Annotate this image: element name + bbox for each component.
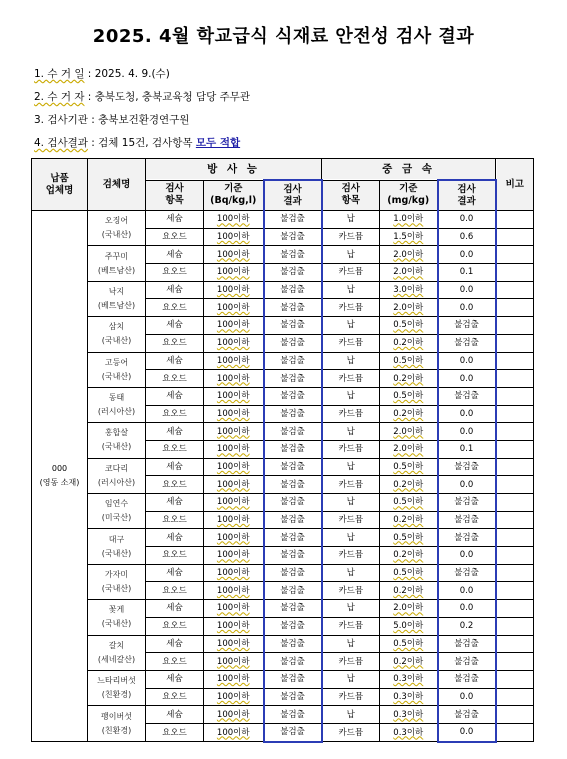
radio-result-cell: 불검출 <box>264 299 322 317</box>
metal-result-cell: 0.0 <box>438 405 496 423</box>
sample-name: 임연수 (미국산) <box>88 494 146 529</box>
metal-item-cell: 납 <box>322 246 380 264</box>
note-cell <box>496 635 534 653</box>
sample-name: 꽃게 (국내산) <box>88 600 146 635</box>
radio-result-cell: 불검출 <box>264 317 322 335</box>
radio-result-cell: 불검출 <box>264 423 322 441</box>
radio-item-cell: 세슘 <box>146 211 204 229</box>
table-row <box>32 211 534 229</box>
radio-item-cell: 요오드 <box>146 688 204 706</box>
radio-result-cell: 불검출 <box>264 246 322 264</box>
metal-criteria-cell: 0.5이하 <box>380 352 438 370</box>
info-label: 2. 수 거 자 <box>34 91 85 103</box>
metal-item-cell: 납 <box>322 211 380 229</box>
info-value: 2025. 4. 9.(수) <box>94 68 170 80</box>
header-sample: 검체명 <box>88 159 146 211</box>
info-label: 3. 검사기관 <box>34 114 88 126</box>
metal-result-cell: 0.0 <box>438 211 496 229</box>
note-cell <box>496 653 534 671</box>
radio-result-cell: 불검출 <box>264 547 322 565</box>
radio-item-cell: 세슘 <box>146 564 204 582</box>
metal-result-cell: 0.0 <box>438 600 496 618</box>
metal-result-cell: 0.2 <box>438 617 496 635</box>
info-line-result: 4. 검사결과 : 검체 15건, 검사항목 모두 적합 <box>34 137 241 149</box>
metal-item-cell: 납 <box>322 387 380 405</box>
radio-criteria-cell: 100이하 <box>204 352 264 370</box>
note-cell <box>496 723 534 741</box>
sample-name: 주꾸미 (베트남산) <box>88 246 146 281</box>
radio-item-cell: 요오드 <box>146 547 204 565</box>
metal-result-cell: 0.0 <box>438 723 496 741</box>
metal-criteria-cell: 0.3이하 <box>380 688 438 706</box>
metal-item-cell: 납 <box>322 317 380 335</box>
note-cell <box>496 246 534 264</box>
metal-criteria-cell: 0.2이하 <box>380 405 438 423</box>
metal-result-cell: 불검출 <box>438 635 496 653</box>
info-value: 충북보건환경연구원 <box>98 114 190 126</box>
table-row <box>32 352 534 370</box>
radio-criteria-cell: 100이하 <box>204 317 264 335</box>
radio-result-cell: 불검출 <box>264 228 322 246</box>
metal-item-cell: 카드뮴 <box>322 582 380 600</box>
metal-result-cell: 0.0 <box>438 299 496 317</box>
header-radio-item: 검사 항목 <box>146 180 204 211</box>
radio-item-cell: 세슘 <box>146 423 204 441</box>
header-heavy-metals: 중 금 속 <box>322 159 496 181</box>
radio-result-cell: 불검출 <box>264 458 322 476</box>
sample-name: 갈치 (세네갈산) <box>88 635 146 670</box>
note-cell <box>496 387 534 405</box>
info-line-lab: 3. 검사기관 : 충북보건환경연구원 <box>34 114 190 126</box>
radio-criteria-cell: 100이하 <box>204 688 264 706</box>
metal-criteria-cell: 2.0이하 <box>380 423 438 441</box>
metal-item-cell: 카드뮴 <box>322 370 380 388</box>
radio-item-cell: 요오드 <box>146 476 204 494</box>
radio-item-cell: 요오드 <box>146 440 204 458</box>
metal-criteria-cell: 0.2이하 <box>380 370 438 388</box>
info-line-date: 1. 수 거 일 : 2025. 4. 9.(수) <box>34 68 170 80</box>
metal-criteria-cell: 2.0이하 <box>380 246 438 264</box>
radio-criteria-cell: 100이하 <box>204 723 264 741</box>
radio-item-cell: 세슘 <box>146 246 204 264</box>
radio-item-cell: 세슘 <box>146 706 204 724</box>
table-row <box>32 246 534 264</box>
radio-result-cell: 불검출 <box>264 370 322 388</box>
metal-item-cell: 납 <box>322 494 380 512</box>
radio-item-cell: 요오드 <box>146 299 204 317</box>
metal-result-cell: 0.0 <box>438 476 496 494</box>
radio-result-cell: 불검출 <box>264 653 322 671</box>
metal-criteria-cell: 1.5이하 <box>380 228 438 246</box>
metal-result-cell: 불검출 <box>438 317 496 335</box>
metal-result-cell: 0.0 <box>438 281 496 299</box>
radio-result-cell: 불검출 <box>264 723 322 741</box>
radio-result-cell: 불검출 <box>264 511 322 529</box>
radio-result-cell: 불검출 <box>264 405 322 423</box>
metal-item-cell: 카드뮴 <box>322 688 380 706</box>
metal-criteria-cell: 0.5이하 <box>380 635 438 653</box>
info-value: 충북도청, 충북교육청 담당 주무관 <box>94 91 251 103</box>
metal-item-cell: 카드뮴 <box>322 547 380 565</box>
metal-item-cell: 카드뮴 <box>322 440 380 458</box>
info-label: 1. 수 거 일 <box>34 68 85 80</box>
metal-item-cell: 납 <box>322 564 380 582</box>
radio-criteria-cell: 100이하 <box>204 370 264 388</box>
radio-result-cell: 불검출 <box>264 494 322 512</box>
metal-item-cell: 납 <box>322 706 380 724</box>
metal-item-cell: 카드뮴 <box>322 723 380 741</box>
metal-criteria-cell: 0.3이하 <box>380 670 438 688</box>
metal-result-cell: 불검출 <box>438 706 496 724</box>
metal-criteria-cell: 0.5이하 <box>380 494 438 512</box>
table-row <box>32 564 534 582</box>
table-row <box>32 458 534 476</box>
radio-item-cell: 세슘 <box>146 281 204 299</box>
note-cell <box>496 706 534 724</box>
note-cell <box>496 600 534 618</box>
note-cell <box>496 334 534 352</box>
radio-criteria-cell: 100이하 <box>204 653 264 671</box>
metal-result-cell: 불검출 <box>438 387 496 405</box>
metal-result-cell: 불검출 <box>438 458 496 476</box>
metal-item-cell: 카드뮴 <box>322 264 380 282</box>
metal-criteria-cell: 0.2이하 <box>380 476 438 494</box>
sample-name: 팽이버섯 (친환경) <box>88 706 146 742</box>
radio-result-cell: 불검출 <box>264 529 322 547</box>
metal-criteria-cell: 5.0이하 <box>380 617 438 635</box>
radio-criteria-cell: 100이하 <box>204 299 264 317</box>
radio-result-cell: 불검출 <box>264 564 322 582</box>
metal-result-cell: 0.0 <box>438 423 496 441</box>
metal-criteria-cell: 0.2이하 <box>380 511 438 529</box>
radio-item-cell: 세슘 <box>146 600 204 618</box>
radio-criteria-cell: 100이하 <box>204 405 264 423</box>
note-cell <box>496 476 534 494</box>
table-row <box>32 706 534 724</box>
radio-criteria-cell: 100이하 <box>204 440 264 458</box>
radio-item-cell: 요오드 <box>146 511 204 529</box>
radio-item-cell: 요오드 <box>146 653 204 671</box>
note-cell <box>496 405 534 423</box>
radio-criteria-cell: 100이하 <box>204 458 264 476</box>
radio-result-cell: 불검출 <box>264 281 322 299</box>
metal-criteria-cell: 0.5이하 <box>380 317 438 335</box>
note-cell <box>496 529 534 547</box>
table-row <box>32 317 534 335</box>
note-cell <box>496 264 534 282</box>
header-metal-result: 검사 결과 <box>438 180 496 211</box>
header-note: 비고 <box>496 159 534 211</box>
radio-result-cell: 불검출 <box>264 617 322 635</box>
radio-criteria-cell: 100이하 <box>204 635 264 653</box>
sample-name: 코다리 (러시아산) <box>88 458 146 493</box>
metal-result-cell: 불검출 <box>438 670 496 688</box>
metal-criteria-cell: 3.0이하 <box>380 281 438 299</box>
metal-criteria-cell: 0.2이하 <box>380 582 438 600</box>
radio-result-cell: 불검출 <box>264 706 322 724</box>
note-cell <box>496 688 534 706</box>
radio-criteria-cell: 100이하 <box>204 281 264 299</box>
metal-item-cell: 카드뮴 <box>322 334 380 352</box>
metal-result-cell: 불검출 <box>438 529 496 547</box>
radio-item-cell: 세슘 <box>146 635 204 653</box>
radio-result-cell: 불검출 <box>264 334 322 352</box>
table-row <box>32 281 534 299</box>
sample-name: 대구 (국내산) <box>88 529 146 564</box>
table-row <box>32 635 534 653</box>
note-cell <box>496 511 534 529</box>
note-cell <box>496 423 534 441</box>
metal-item-cell: 카드뮴 <box>322 228 380 246</box>
radio-criteria-cell: 100이하 <box>204 600 264 618</box>
metal-criteria-cell: 0.2이하 <box>380 653 438 671</box>
sample-name: 홍합살 (국내산) <box>88 423 146 458</box>
radio-item-cell: 세슘 <box>146 317 204 335</box>
metal-result-cell: 불검출 <box>438 653 496 671</box>
radio-item-cell: 요오드 <box>146 264 204 282</box>
metal-item-cell: 납 <box>322 423 380 441</box>
radio-result-cell: 불검출 <box>264 476 322 494</box>
radio-criteria-cell: 100이하 <box>204 476 264 494</box>
radio-result-cell: 불검출 <box>264 211 322 229</box>
note-cell <box>496 617 534 635</box>
metal-item-cell: 카드뮴 <box>322 405 380 423</box>
note-cell <box>496 317 534 335</box>
metal-result-cell: 불검출 <box>438 334 496 352</box>
metal-item-cell: 카드뮴 <box>322 476 380 494</box>
radio-item-cell: 요오드 <box>146 370 204 388</box>
metal-result-cell: 0.1 <box>438 440 496 458</box>
metal-criteria-cell: 0.5이하 <box>380 458 438 476</box>
radio-result-cell: 불검출 <box>264 582 322 600</box>
radio-criteria-cell: 100이하 <box>204 494 264 512</box>
header-metal-item: 검사 항목 <box>322 180 380 211</box>
radio-criteria-cell: 100이하 <box>204 334 264 352</box>
sample-name: 낙지 (베트남산) <box>88 281 146 316</box>
sample-name: 가자미 (국내산) <box>88 564 146 599</box>
metal-criteria-cell: 0.2이하 <box>380 334 438 352</box>
radio-result-cell: 불검출 <box>264 600 322 618</box>
header-radioactivity: 방 사 능 <box>146 159 322 181</box>
metal-criteria-cell: 2.0이하 <box>380 440 438 458</box>
radio-criteria-cell: 100이하 <box>204 670 264 688</box>
metal-result-cell: 불검출 <box>438 511 496 529</box>
radio-result-cell: 불검출 <box>264 387 322 405</box>
radio-criteria-cell: 100이하 <box>204 246 264 264</box>
supplier-name: 000 (영동 소재) <box>32 211 88 742</box>
radio-item-cell: 세슘 <box>146 670 204 688</box>
radio-item-cell: 요오드 <box>146 334 204 352</box>
metal-item-cell: 납 <box>322 600 380 618</box>
radio-item-cell: 세슘 <box>146 494 204 512</box>
metal-criteria-cell: 1.0이하 <box>380 211 438 229</box>
table-row <box>32 423 534 441</box>
metal-result-cell: 0.6 <box>438 228 496 246</box>
radio-item-cell: 세슘 <box>146 352 204 370</box>
metal-item-cell: 카드뮴 <box>322 653 380 671</box>
metal-criteria-cell: 2.0이하 <box>380 264 438 282</box>
metal-result-cell: 0.0 <box>438 370 496 388</box>
radio-result-cell: 불검출 <box>264 670 322 688</box>
metal-criteria-cell: 0.5이하 <box>380 564 438 582</box>
radio-result-cell: 불검출 <box>264 635 322 653</box>
metal-result-cell: 불검출 <box>438 494 496 512</box>
note-cell <box>496 494 534 512</box>
radio-result-cell: 불검출 <box>264 440 322 458</box>
radio-criteria-cell: 100이하 <box>204 706 264 724</box>
metal-criteria-cell: 2.0이하 <box>380 600 438 618</box>
sample-name: 삼치 (국내산) <box>88 317 146 352</box>
radio-criteria-cell: 100이하 <box>204 564 264 582</box>
metal-criteria-cell: 0.2이하 <box>380 547 438 565</box>
info-value: 검체 15건, 검사항목 <box>98 137 196 149</box>
metal-result-cell: 0.0 <box>438 688 496 706</box>
radio-item-cell: 요오드 <box>146 228 204 246</box>
metal-item-cell: 카드뮴 <box>322 617 380 635</box>
radio-criteria-cell: 100이하 <box>204 617 264 635</box>
radio-criteria-cell: 100이하 <box>204 529 264 547</box>
note-cell <box>496 352 534 370</box>
radio-criteria-cell: 100이하 <box>204 582 264 600</box>
sample-name: 고등어 (국내산) <box>88 352 146 387</box>
metal-item-cell: 카드뮴 <box>322 299 380 317</box>
radio-item-cell: 요오드 <box>146 617 204 635</box>
radio-result-cell: 불검출 <box>264 264 322 282</box>
metal-result-cell: 0.1 <box>438 264 496 282</box>
info-label: 4. 검사결과 <box>34 137 88 149</box>
table-row <box>32 600 534 618</box>
sample-name: 오징어 (국내산) <box>88 211 146 246</box>
note-cell <box>496 281 534 299</box>
note-cell <box>496 211 534 229</box>
metal-result-cell: 0.0 <box>438 246 496 264</box>
metal-item-cell: 납 <box>322 670 380 688</box>
results-table <box>31 158 534 743</box>
metal-result-cell: 0.0 <box>438 352 496 370</box>
radio-criteria-cell: 100이하 <box>204 228 264 246</box>
metal-item-cell: 카드뮴 <box>322 511 380 529</box>
note-cell <box>496 299 534 317</box>
metal-criteria-cell: 0.5이하 <box>380 387 438 405</box>
metal-item-cell: 납 <box>322 458 380 476</box>
metal-result-cell: 0.0 <box>438 547 496 565</box>
radio-criteria-cell: 100이하 <box>204 423 264 441</box>
page-title: 2025. 4월 학교급식 식재료 안전성 검사 결과 <box>92 26 475 47</box>
note-cell <box>496 564 534 582</box>
header-radio-criteria: 기준 (Bq/kg,l) <box>204 180 264 211</box>
radio-result-cell: 불검출 <box>264 688 322 706</box>
metal-result-cell: 0.0 <box>438 582 496 600</box>
radio-criteria-cell: 100이하 <box>204 211 264 229</box>
radio-result-cell: 불검출 <box>264 352 322 370</box>
note-cell <box>496 228 534 246</box>
header-metal-criteria: 기준 (mg/kg) <box>380 180 438 211</box>
metal-item-cell: 납 <box>322 635 380 653</box>
note-cell <box>496 582 534 600</box>
header-radio-result: 검사 결과 <box>264 180 322 211</box>
radio-item-cell: 요오드 <box>146 582 204 600</box>
note-cell <box>496 458 534 476</box>
metal-result-cell: 불검출 <box>438 564 496 582</box>
metal-item-cell: 납 <box>322 281 380 299</box>
sample-name: 느타리버섯 (친환경) <box>88 670 146 705</box>
radio-criteria-cell: 100이하 <box>204 511 264 529</box>
radio-criteria-cell: 100이하 <box>204 547 264 565</box>
note-cell <box>496 370 534 388</box>
note-cell <box>496 670 534 688</box>
metal-item-cell: 납 <box>322 529 380 547</box>
radio-item-cell: 요오드 <box>146 405 204 423</box>
note-cell <box>496 547 534 565</box>
radio-item-cell: 세슘 <box>146 529 204 547</box>
table-row <box>32 494 534 512</box>
radio-item-cell: 요오드 <box>146 723 204 741</box>
metal-criteria-cell: 2.0이하 <box>380 299 438 317</box>
sample-name: 동태 (러시아산) <box>88 387 146 422</box>
table-row <box>32 387 534 405</box>
metal-criteria-cell: 0.5이하 <box>380 529 438 547</box>
table-row <box>32 529 534 547</box>
note-cell <box>496 440 534 458</box>
info-line-collector: 2. 수 거 자 : 충북도청, 충북교육청 담당 주무관 <box>34 91 251 103</box>
radio-item-cell: 세슘 <box>146 458 204 476</box>
table-row <box>32 670 534 688</box>
header-org: 납품 업체명 <box>32 159 88 211</box>
metal-item-cell: 납 <box>322 352 380 370</box>
metal-criteria-cell: 0.3이하 <box>380 723 438 741</box>
radio-item-cell: 세슘 <box>146 387 204 405</box>
radio-criteria-cell: 100이하 <box>204 264 264 282</box>
result-highlight: 모두 적합 <box>195 137 241 149</box>
metal-criteria-cell: 0.3이하 <box>380 706 438 724</box>
radio-criteria-cell: 100이하 <box>204 387 264 405</box>
